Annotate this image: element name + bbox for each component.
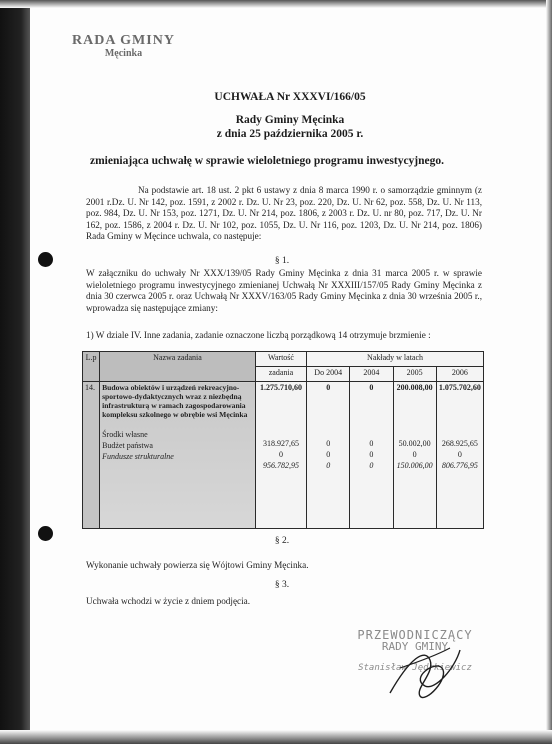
source-year-value: 0 bbox=[326, 461, 331, 470]
source-year-value: 0 bbox=[326, 450, 331, 459]
section-3-mark: § 3. bbox=[274, 580, 290, 590]
task-name: Budowa obiektów i urządzeń rekreacyjno-sportowo-dydaktycznych wraz z niezbędną infrastrukturą w ramach zagospodarowania kompleksu szkolnego w obrębie wsi Męcinka bbox=[102, 383, 248, 419]
handwritten-signature-icon bbox=[380, 638, 470, 708]
stamp-line-1: RADA GMINY bbox=[72, 33, 175, 48]
year-total: 0 bbox=[369, 383, 374, 392]
header-year: Do 2004 bbox=[307, 367, 350, 382]
source-year-value: 0 bbox=[369, 439, 374, 448]
row-year-cell bbox=[350, 382, 393, 529]
resolution-title: UCHWAŁA Nr XXXVI/166/05 bbox=[214, 91, 366, 103]
legal-basis-paragraph: Na podstawie art. 18 ust. 2 pkt 6 ustawy z dnia 8 marca 1990 r. o samorządzie gminnym (z 2001 r.Dz. U. Nr 142, poz. 1591, z 2002 r. Dz. U. Nr 23, poz. 220, Dz. U. Nr 62, poz. 558, Dz. U. Nr 113, poz. 984, Dz. U. Nr 153, poz. 1271, Dz. U. Nr 214, poz. 1806, z 2003 r. Dz. U. nr 80, poz. 717, Dz. U. Nr 162, poz. 1586, z 2004 r. Dz. U. Nr 102, poz. 1055, Dz. U. Nr 116, poz. 1203, Dz. U. Nr 214, poz. 1806) Rada Gminy w Męcince uchwala, co następuje: bbox=[86, 185, 482, 242]
source-year-value: 806.776,95 bbox=[441, 461, 478, 470]
row-year-cell bbox=[393, 382, 436, 529]
source-year-value: 268.925,65 bbox=[441, 439, 478, 448]
header-year: 2006 bbox=[436, 367, 483, 382]
source-value: 0 bbox=[278, 450, 283, 459]
section-1-text: W załączniku do uchwały Nr XXX/139/05 Rady Gminy Męcinka z dnia 31 marca 2005 r. w sprawie wieloletniego programu inwestycyjnego zmienianej Uchwałą Nr XXXIII/157/05 Rady Gminy Męcinka z dnia 30 czerwca 2005 r. oraz Uchwałą Nr XXXV/163/05 Rady Gminy Męcinka z dnia 30 września 2005 r., wprowadza się następujące zmiany: bbox=[86, 268, 482, 313]
header-outlays: Nakłady w latach bbox=[307, 352, 484, 367]
row-lp: 14. bbox=[83, 382, 100, 529]
row-value-cell bbox=[255, 382, 306, 529]
header-value-bottom: zadania bbox=[255, 367, 306, 382]
task-total-value: 1.275.710,60 bbox=[259, 383, 302, 392]
year-total: 200.008,00 bbox=[396, 383, 433, 392]
section-1-mark: § 1. bbox=[274, 256, 290, 266]
row-year-cell bbox=[307, 382, 350, 529]
table-row bbox=[83, 382, 484, 529]
scan-edge-top bbox=[0, 0, 552, 8]
header-year: 2004 bbox=[350, 367, 393, 382]
source-label: Fundusze strukturalne bbox=[102, 452, 174, 461]
source-value: 318.927,65 bbox=[262, 439, 299, 448]
scan-edge-right bbox=[546, 0, 552, 744]
source-year-value: 50.002,00 bbox=[398, 439, 431, 448]
source-year-value: 0 bbox=[326, 439, 331, 448]
header-year: 2005 bbox=[393, 367, 436, 382]
stamp-council: RADY GMINY bbox=[381, 640, 449, 653]
section-2-text: Wykonanie uchwały powierza się Wójtowi Gminy Męcinka. bbox=[86, 560, 309, 570]
section-2-mark: § 2. bbox=[274, 536, 290, 546]
punch-hole-icon bbox=[38, 526, 53, 541]
header-lp: L.p bbox=[83, 352, 100, 382]
source-year-value: 0 bbox=[412, 450, 417, 459]
punch-hole-icon bbox=[38, 252, 53, 267]
source-year-value: 150.006,00 bbox=[396, 461, 433, 470]
council-header-stamp bbox=[72, 33, 175, 59]
council-name: Rady Gminy Męcinka bbox=[235, 114, 345, 126]
stamp-chairman-title: PRZEWODNICZĄCY bbox=[357, 628, 473, 642]
source-value: 956.782,95 bbox=[262, 461, 299, 470]
year-total: 1.075.702,60 bbox=[438, 383, 481, 392]
section-1-item: 1) W dziale IV. Inne zadania, zadanie oznaczone liczbą porządkową 14 otrzymuje brzmienie : bbox=[86, 330, 431, 340]
resolution-date: z dnia 25 października 2005 r. bbox=[216, 128, 364, 140]
header-value-top: Wartość bbox=[255, 352, 306, 367]
source-label: Budżet państwa bbox=[102, 441, 153, 450]
row-task-cell bbox=[100, 382, 256, 529]
source-label: Środki własne bbox=[102, 430, 148, 439]
header-task-name: Nazwa zadania bbox=[100, 352, 256, 382]
source-year-value: 0 bbox=[369, 450, 374, 459]
investment-table bbox=[82, 351, 484, 529]
source-year-value: 0 bbox=[457, 450, 462, 459]
section-3-text: Uchwała wchodzi w życie z dniem podjęcia. bbox=[86, 596, 251, 606]
stamp-name: Stanisław Jędrkiewicz bbox=[358, 663, 472, 673]
resolution-subject: zmieniająca uchwałę w sprawie wieloletniego programu inwestycyjnego. bbox=[90, 155, 445, 167]
scan-edge-left bbox=[0, 0, 30, 744]
row-year-cell bbox=[436, 382, 483, 529]
year-total: 0 bbox=[326, 383, 331, 392]
scan-edge-bottom bbox=[0, 730, 552, 744]
stamp-line-2: Męcinka bbox=[104, 48, 143, 59]
source-year-value: 0 bbox=[369, 461, 374, 470]
